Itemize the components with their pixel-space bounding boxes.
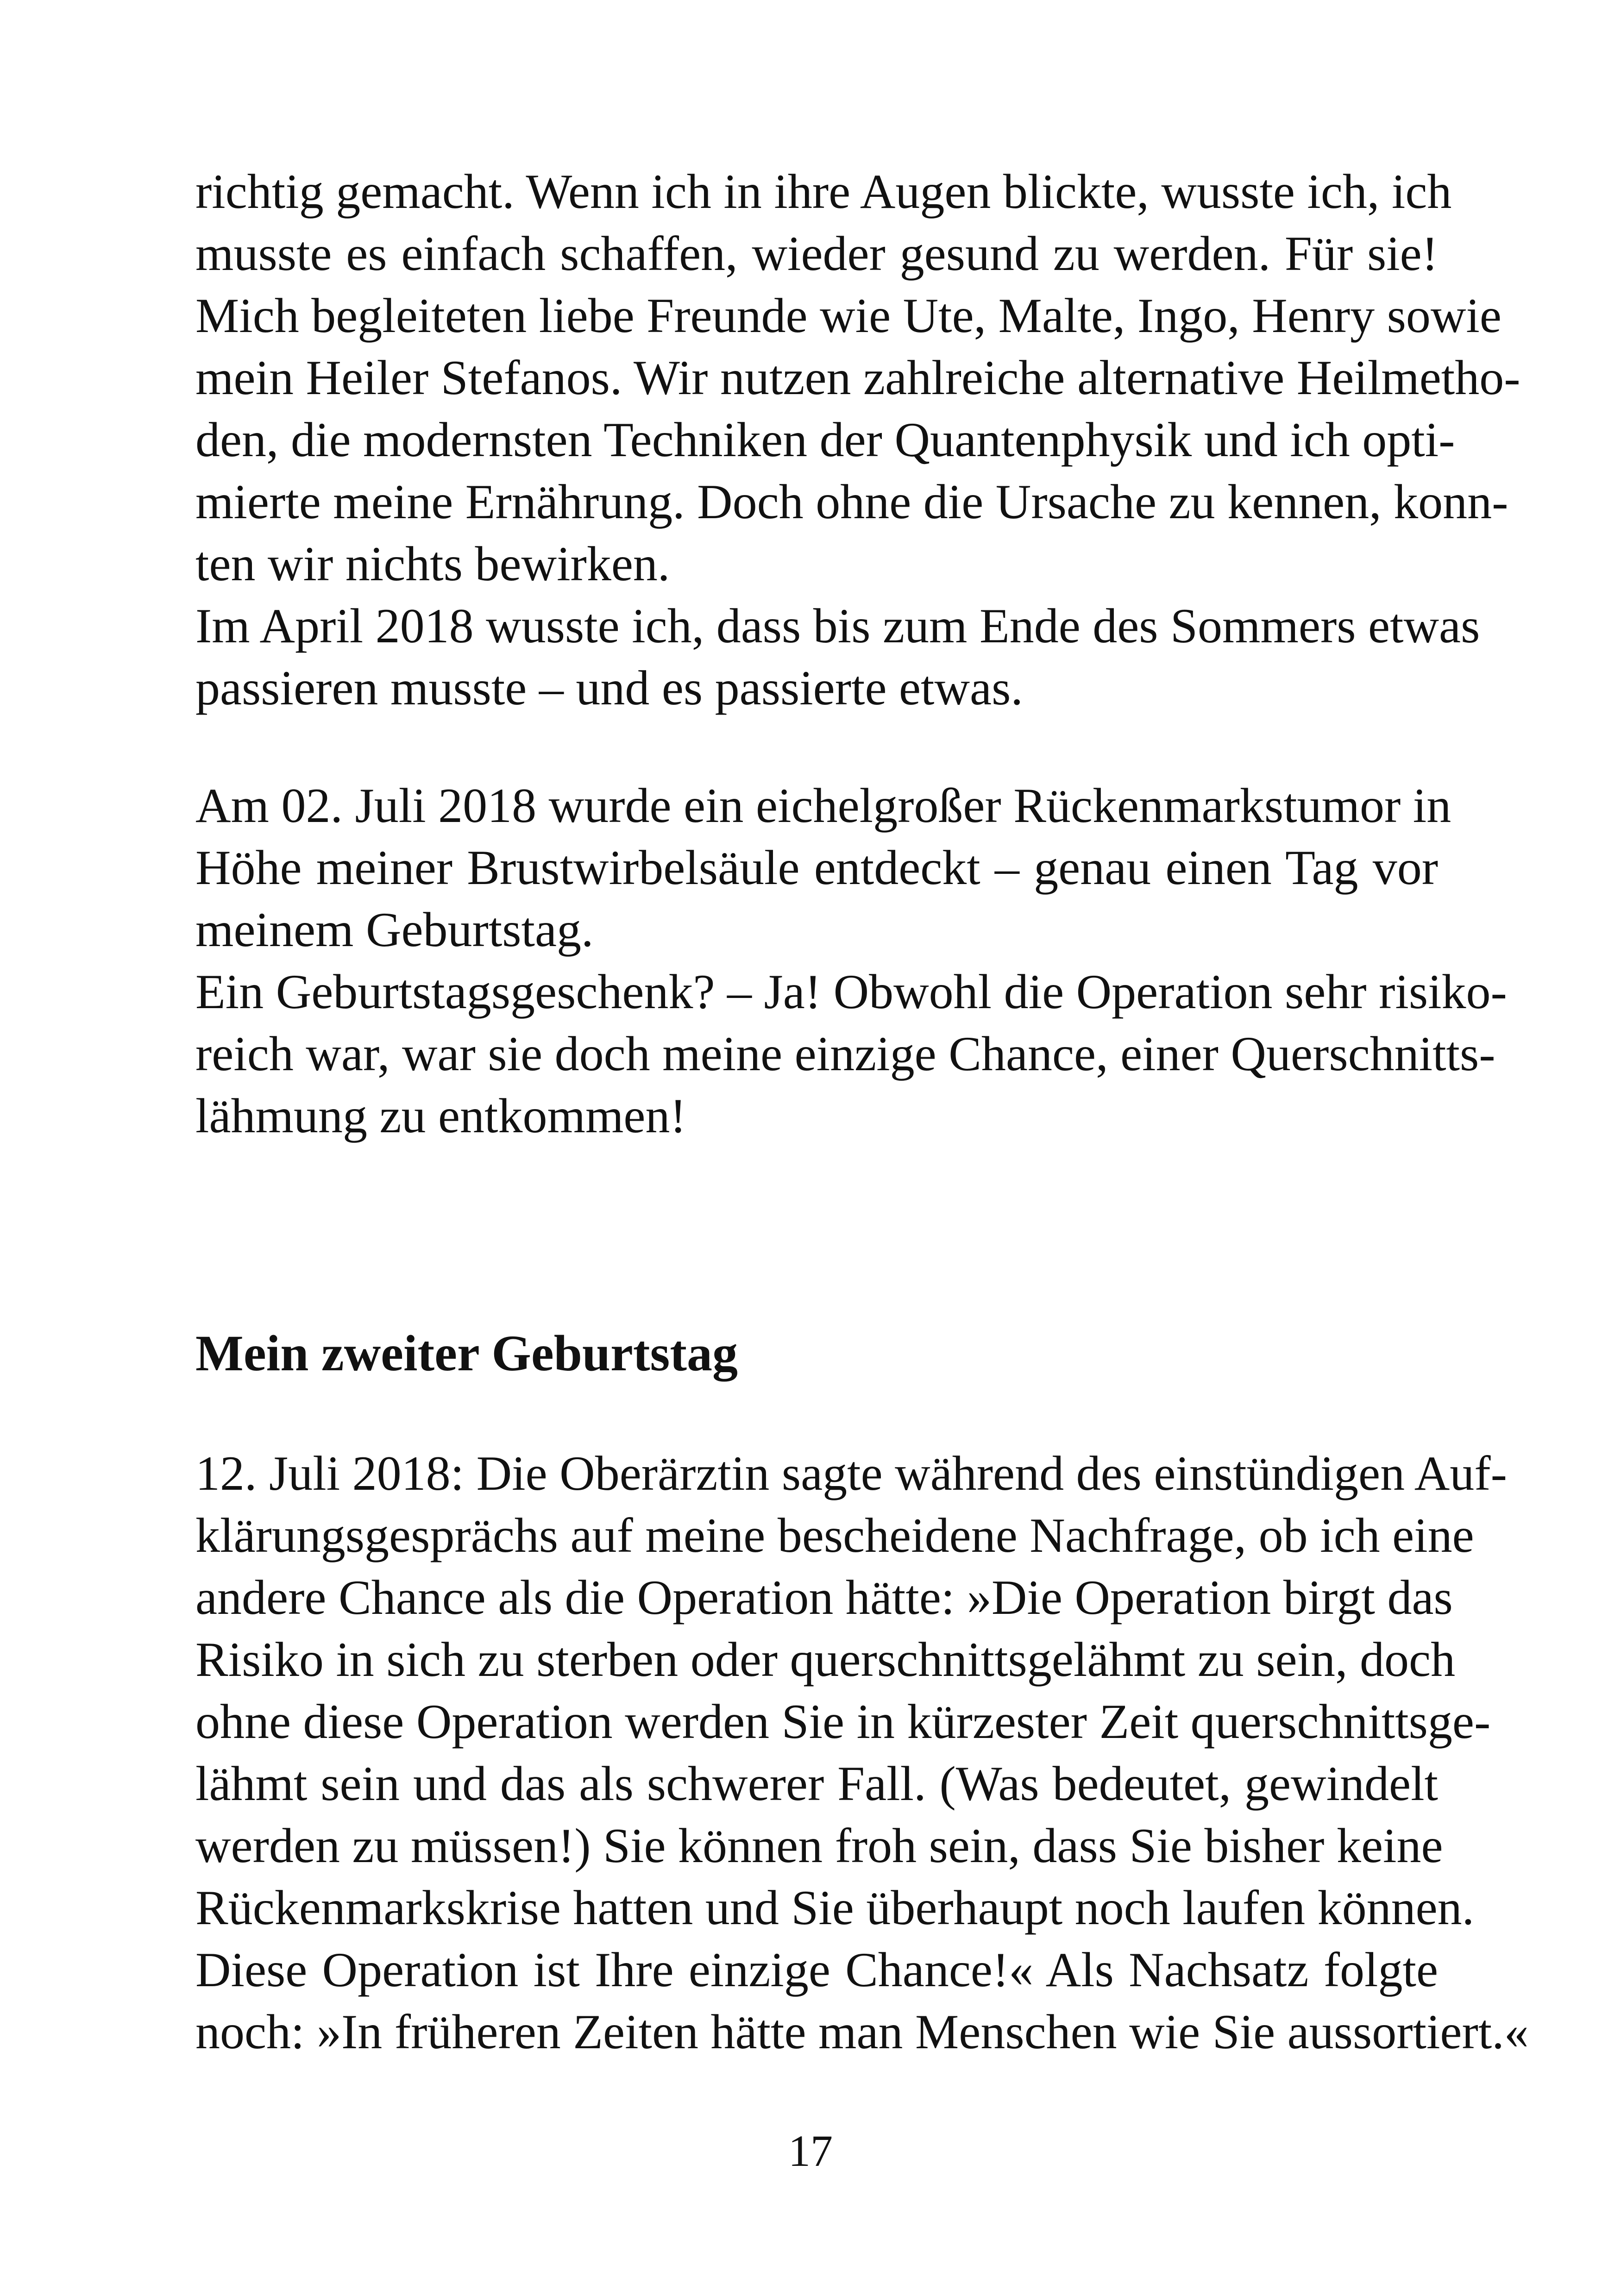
text-line: Ein Geburtstagsgeschenk? – Ja! Obwohl die Operation sehr risiko- [195,965,1507,1019]
text-line: andere Chance als die Operation hätte: »Die Operation birgt das [195,1570,1453,1625]
text-line: Diese Operation ist Ihre einzige Chance!« Als Nachsatz folgte [195,1943,1438,1997]
text-line: mierte meine Ernährung. Doch ohne die Ursache zu kennen, konn- [195,475,1508,529]
section-heading: Mein zweiter Geburtstag [195,1325,738,1381]
text-line: Am 02. Juli 2018 wurde ein eichelgroßer Rückenmarkstumor in [195,778,1451,833]
text-line: werden zu müssen!) Sie können froh sein, dass Sie bisher keine [195,1819,1443,1873]
text-line: musste es einfach schaffen, wieder gesund zu werden. Für sie! [195,226,1438,281]
text-line: mein Heiler Stefanos. Wir nutzen zahlreiche alternative Heilmetho- [195,351,1520,405]
page-number: 17 [788,2126,833,2176]
text-line: 12. Juli 2018: Die Oberärztin sagte während des einstündigen Auf- [195,1446,1507,1500]
text-line: lähmt sein und das als schwerer Fall. (Was bedeutet, gewindelt [195,1757,1438,1811]
text-line: Höhe meiner Brustwirbelsäule entdeckt – genau einen Tag vor [195,841,1438,895]
text-line: Risiko in sich zu sterben oder querschnittsgelähmt zu sein, doch [195,1632,1456,1687]
text-line: Im April 2018 wusste ich, dass bis zum Ende des Sommers etwas [195,599,1480,653]
text-line: Rückenmarkskrise hatten und Sie überhaupt noch laufen können. [195,1881,1475,1935]
text-line: Mich begleiteten liebe Freunde wie Ute, Malte, Ingo, Henry sowie [195,289,1502,343]
text-line: noch: »In früheren Zeiten hätte man Menschen wie Sie aussortiert.« [195,2005,1529,2059]
text-line: ten wir nichts bewirken. [195,537,670,591]
text-line: richtig gemacht. Wenn ich in ihre Augen blickte, wusste ich, ich [195,164,1452,219]
text-line: reich war, war sie doch meine einzige Chance, einer Querschnitts- [195,1027,1495,1081]
text-line: klärungsgesprächs auf meine bescheidene Nachfrage, ob ich eine [195,1508,1474,1562]
text-line: ohne diese Operation werden Sie in kürzester Zeit querschnittsge- [195,1694,1491,1749]
text-line: passieren musste – und es passierte etwas. [195,661,1023,715]
text-line: den, die modernsten Techniken der Quantenphysik und ich opti- [195,413,1455,467]
text-line: lähmung zu entkommen! [195,1089,686,1143]
text-line: meinem Geburtstag. [195,903,594,957]
